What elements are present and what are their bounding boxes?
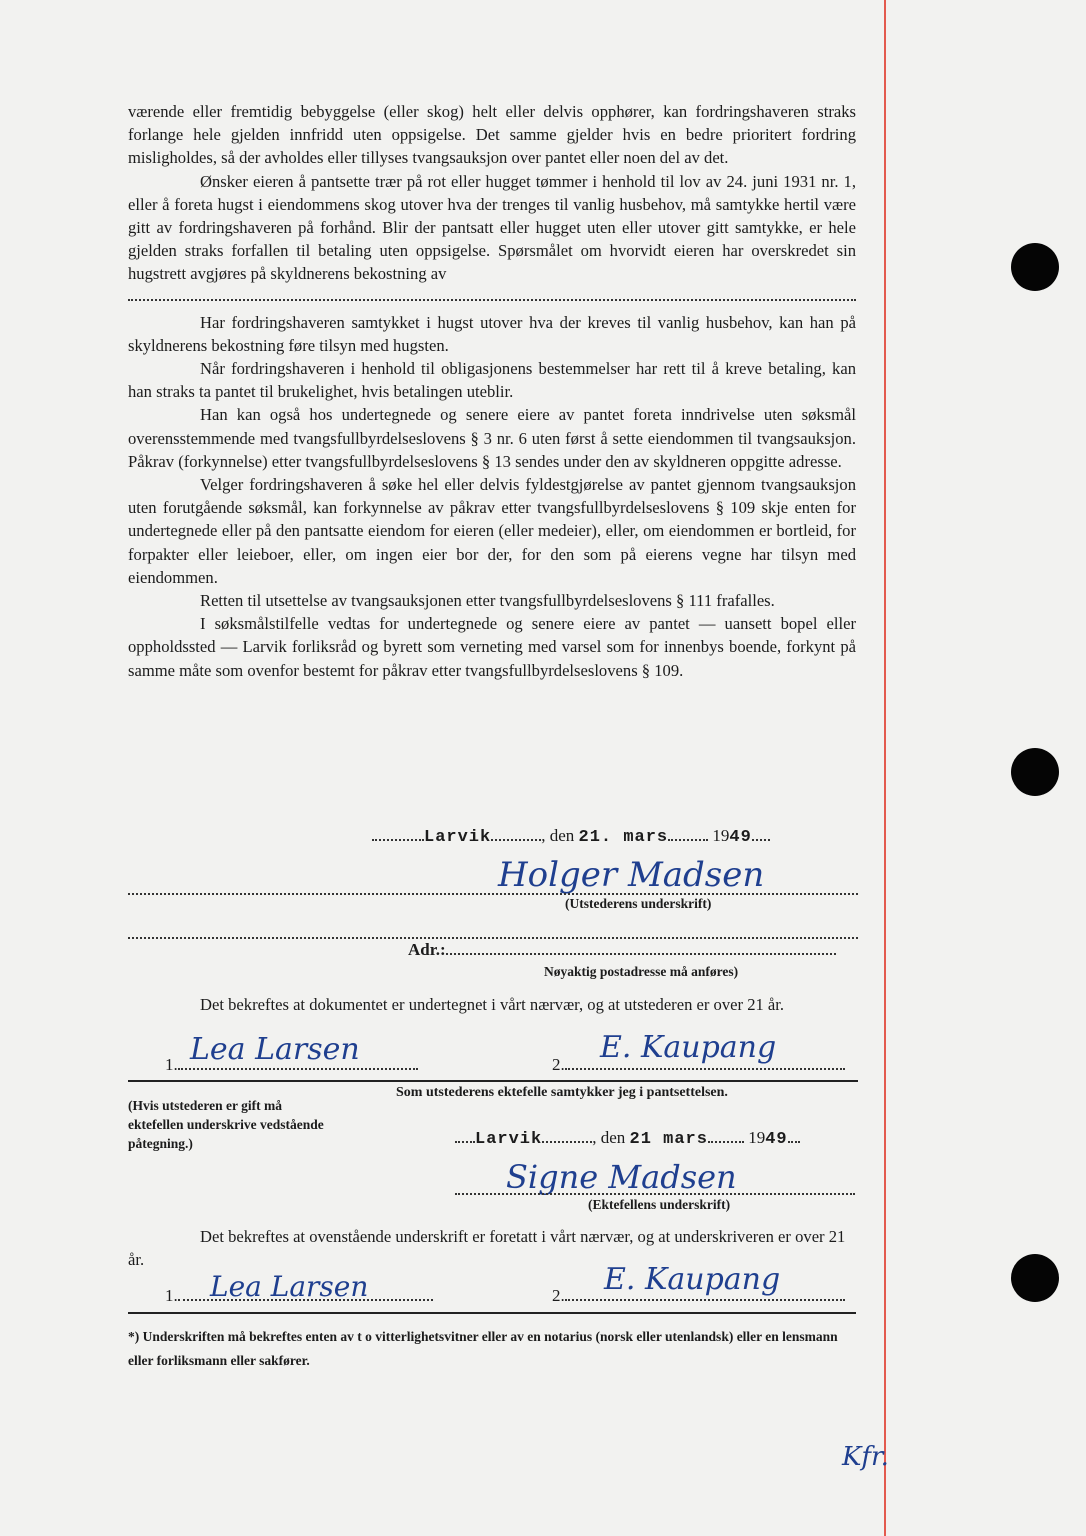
witness-number-1: 1. [165,1286,178,1305]
den-label: , den [541,826,575,845]
address-note: Nøyaktig postadresse må anføres) [544,964,739,979]
punch-hole-icon [1011,1254,1059,1302]
issuer-caption: (Utstederens underskrift) [565,896,712,911]
dotted-separator [128,298,856,301]
issuer-date: 21. mars [578,828,669,847]
footnote: *) Underskriften må bekreftes enten av t o vitterlighetsvitner eller av en notarius (norsk eller utenlandsk) eller en lensmann eller forliksmann eller sakfører. [128,1329,838,1368]
issuer-place: Larvik [424,828,492,847]
witness-line-2 [552,1286,845,1306]
body-text [128,100,856,682]
paragraph: Når fordringshaveren i henhold til obligasjonens bestemmelser har rett til å kreve betaling, kan han straks ta pantet til brukelighet, hvis betalingen uteblir. [128,359,856,402]
witness-line-1 [165,1286,433,1306]
paragraph: Velger fordringshaveren å søke hel eller delvis fyldestgjørelse av pantet gjennom tvangsauksjon uten forutgående søksmål, kan forkynnelse av påkrav etter tvangsfullbyrdelseslovens § 109 skje enten for undertegnede eller på den pantsatte eiendom for eieren (eller medeier), eller, om eiendommen er bortleid, for forpakter eller leieboer, eller, om ingen eier bor der, for den som på eierens vegne har tilsyn med eiendommen. [128,475,856,587]
issuer-date-line [372,826,770,847]
year-suffix: 49 [765,1130,788,1149]
year-prefix: 19 [748,1128,766,1147]
witness-2-signature: E. Kaupang [600,1030,777,1065]
spouse-consent: Som utstederens ektefelle samtykker jeg i pantsettelsen. [396,1085,728,1100]
witness-number-1: 1. [165,1055,178,1074]
witness-1-signature: Lea Larsen [190,1032,360,1067]
witness-statement-1: Det bekreftes at dokumentet er undertegnet i vårt nærvær, og at utstederen er over 21 år. [200,995,785,1014]
adr-label: Adr.: [408,940,446,959]
corner-mark: Kfr. [842,1442,889,1472]
issuer-signature: Holger Madsen [498,855,765,895]
section-rule [128,1080,858,1082]
punch-hole-icon [1011,243,1059,291]
witness-number-2: 2. [552,1286,565,1305]
year-suffix: 49 [729,828,752,847]
address-line [408,940,836,960]
witness-line-2 [552,1055,845,1075]
witness-statement-2: Det bekreftes at ovenstående underskrift er foretatt i vårt nærvær, og at underskriveren er over 21 år. [128,1227,846,1270]
spouse-caption: (Ektefellens underskrift) [588,1197,731,1212]
paragraph: værende eller fremtidig bebyggelse (eller skog) helt eller delvis opphører, kan fordringshaveren straks forlange hele gjelden innfridd uten oppsigelse. Det samme gjelder hvis en bedre prioritert fordring misligholdes, så der avholdes eller tillyses tvangsauksjon over pantet eller noen del av det. [128,102,856,168]
issuer-signature-line [128,880,858,900]
spouse-date: 21 mars [629,1130,708,1149]
red-margin-line [884,0,886,1536]
spouse-place: Larvik [475,1130,543,1149]
footnote-rule [128,1312,856,1314]
paragraph: Ønsker eieren å pantsette trær på rot eller hugget tømmer i henhold til lov av 24. juni 1931 nr. 1, eller å foreta hugst i eiendommens skog utover hva der trenges til vanlig husbehov, må samtykke hertil være gitt av fordringshaveren på forhånd. Blir der pantsatt eller hugget uten eller utover gitt samtykke, er hele gjelden straks forfallen til betaling uten oppsigelse. Spørsmålet om hvorvidt eieren har overskredet sin hugstrett avgjøres på skyldnerens bekostning av [128,171,856,284]
spouse-side-note: (Hvis utstederen er gift må ektefellen underskrive vedstående påtegning.) [128,1098,324,1151]
paragraph: I søksmålstilfelle vedtas for undertegnede og senere eiere av pantet — uansett bopel eller oppholdssted — Larvik forliksråd og byrett som verneting med varsel som for innenbys boende, forkynt på samme måte som ovenfor bestemt for påkrav etter tvangsfullbyrdelseslovens § 109. [128,614,856,680]
witness-number-2: 2. [552,1055,565,1074]
witness-1-signature: Lea Larsen [210,1270,369,1303]
spouse-signature: Signe Madsen [506,1158,737,1196]
spouse-date-line [455,1128,800,1149]
witness-2-signature: E. Kaupang [604,1262,781,1297]
paragraph: Har fordringshaveren samtykket i hugst utover hva der kreves til vanlig husbehov, kan han på skyldnerens bekostning føre tilsyn med hugsten. [128,312,856,355]
den-label: , den [592,1128,626,1147]
year-prefix: 19 [712,826,730,845]
paragraph: Retten til utsettelse av tvangsauksjonen etter tvangsfullbyrdelseslovens § 111 frafalles. [200,591,775,611]
paragraph: Han kan også hos undertegnede og senere eiere av pantet foreta inndrivelse uten søksmål overensstemmende med tvangsfullbyrdelseslovens § 3 nr. 6 uten først å sette eiendommen til tvangsauksjon. Påkrav (forkynnelse) etter tvangsfullbyrdelseslovens § 13 sendes under den av skyldneren oppgitte adresse. [128,405,856,471]
witness-line-1 [165,1055,418,1075]
punch-hole-icon [1011,748,1059,796]
